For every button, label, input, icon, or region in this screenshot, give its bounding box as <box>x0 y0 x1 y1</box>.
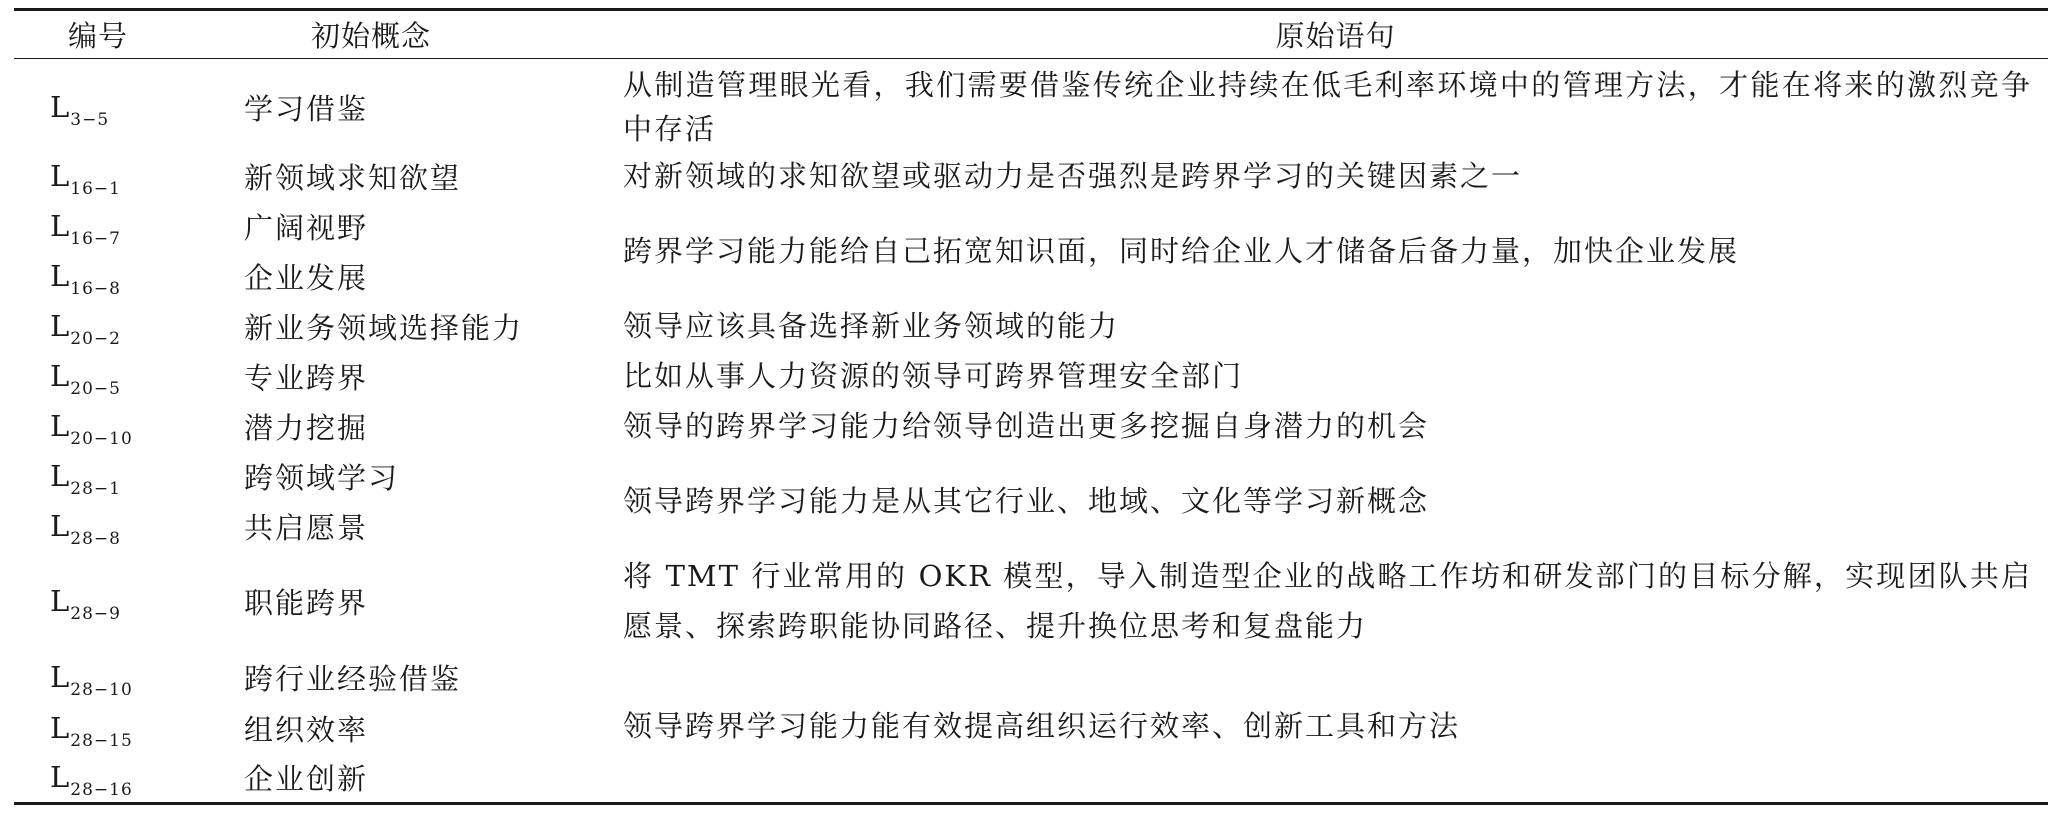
row-source: 将 TMT 行业常用的 OKR 模型，导入制造型企业的战略工作坊和研发部门的目标分解，实现团队共启愿景、探索跨职能协同路径、提升换位思考和复盘能力 <box>623 559 2032 643</box>
row-source: 比如从事人力资源的领导可跨界管理安全部门 <box>623 359 1244 393</box>
row-id: $L_{28-1}$ <box>50 459 121 499</box>
header-concept: 初始概念 <box>311 19 432 53</box>
header-id: 编号 <box>68 19 129 53</box>
row-concept: 企业创新 <box>244 761 369 796</box>
table-row <box>14 351 2048 401</box>
row-source: 领导跨界学习能力能有效提高组织运行效率、创新工具和方法 <box>623 709 1461 744</box>
row-id: $L_{28-16}$ <box>50 760 133 801</box>
table-row <box>14 551 2048 651</box>
row-id: $L_{28-9}$ <box>50 584 121 624</box>
row-id: $L_{20-2}$ <box>50 309 121 349</box>
row-concept: 学习借鉴 <box>244 91 369 126</box>
row-concept: 企业发展 <box>244 260 369 295</box>
row-source: 领导跨界学习能力是从其它行业、地域、文化等学习新概念 <box>623 484 1430 518</box>
row-id: $L_{16-8}$ <box>50 259 121 299</box>
row-concept: 专业跨界 <box>244 360 369 395</box>
table-body <box>14 59 2048 804</box>
table-row <box>14 59 2048 152</box>
row-id: $L_{20-5}$ <box>50 359 121 399</box>
concept-table <box>14 8 2048 805</box>
row-source: 从制造管理眼光看，我们需要借鉴传统企业持续在低毛利率环境中的管理方法，才能在将来的激烈竞争中存活 <box>623 68 2032 146</box>
row-id: $L_{20-10}$ <box>50 409 133 449</box>
row-id: $L_{16-7}$ <box>50 209 121 249</box>
row-concept: 广阔视野 <box>244 210 369 245</box>
row-id: $L_{28-15}$ <box>50 711 133 751</box>
row-concept: 新业务领域选择能力 <box>244 310 524 345</box>
coding-table <box>14 8 2048 805</box>
table-row <box>14 201 2048 251</box>
table-row <box>14 301 2048 351</box>
row-concept: 共启愿景 <box>244 510 369 545</box>
row-id: $L_{3-5}$ <box>50 90 110 130</box>
row-source: 领导的跨界学习能力给领导创造出更多挖掘自身潜力的机会 <box>623 409 1430 443</box>
row-id: $L_{28-10}$ <box>50 660 133 700</box>
table-row <box>14 401 2048 451</box>
row-source: 跨界学习能力能给自己拓宽知识面，同时给企业人才储备后备力量，加快企业发展 <box>623 234 1740 268</box>
table-row <box>14 651 2048 703</box>
row-concept: 职能跨界 <box>244 585 369 620</box>
table-row <box>14 451 2048 501</box>
row-concept: 组织效率 <box>244 712 369 747</box>
header-source: 原始语句 <box>1275 19 1396 53</box>
row-id: $L_{28-8}$ <box>50 509 121 549</box>
row-concept: 跨领域学习 <box>244 460 400 495</box>
row-concept: 潜力挖掘 <box>244 410 369 445</box>
row-id: $L_{16-1}$ <box>50 159 121 199</box>
table-header <box>14 10 2048 59</box>
row-source: 领导应该具备选择新业务领域的能力 <box>623 309 1120 343</box>
row-concept: 新领域求知欲望 <box>244 160 462 195</box>
row-source: 对新领域的求知欲望或驱动力是否强烈是跨界学习的关键因素之一 <box>623 159 1523 193</box>
row-concept: 跨行业经验借鉴 <box>244 661 462 696</box>
table-row <box>14 151 2048 201</box>
